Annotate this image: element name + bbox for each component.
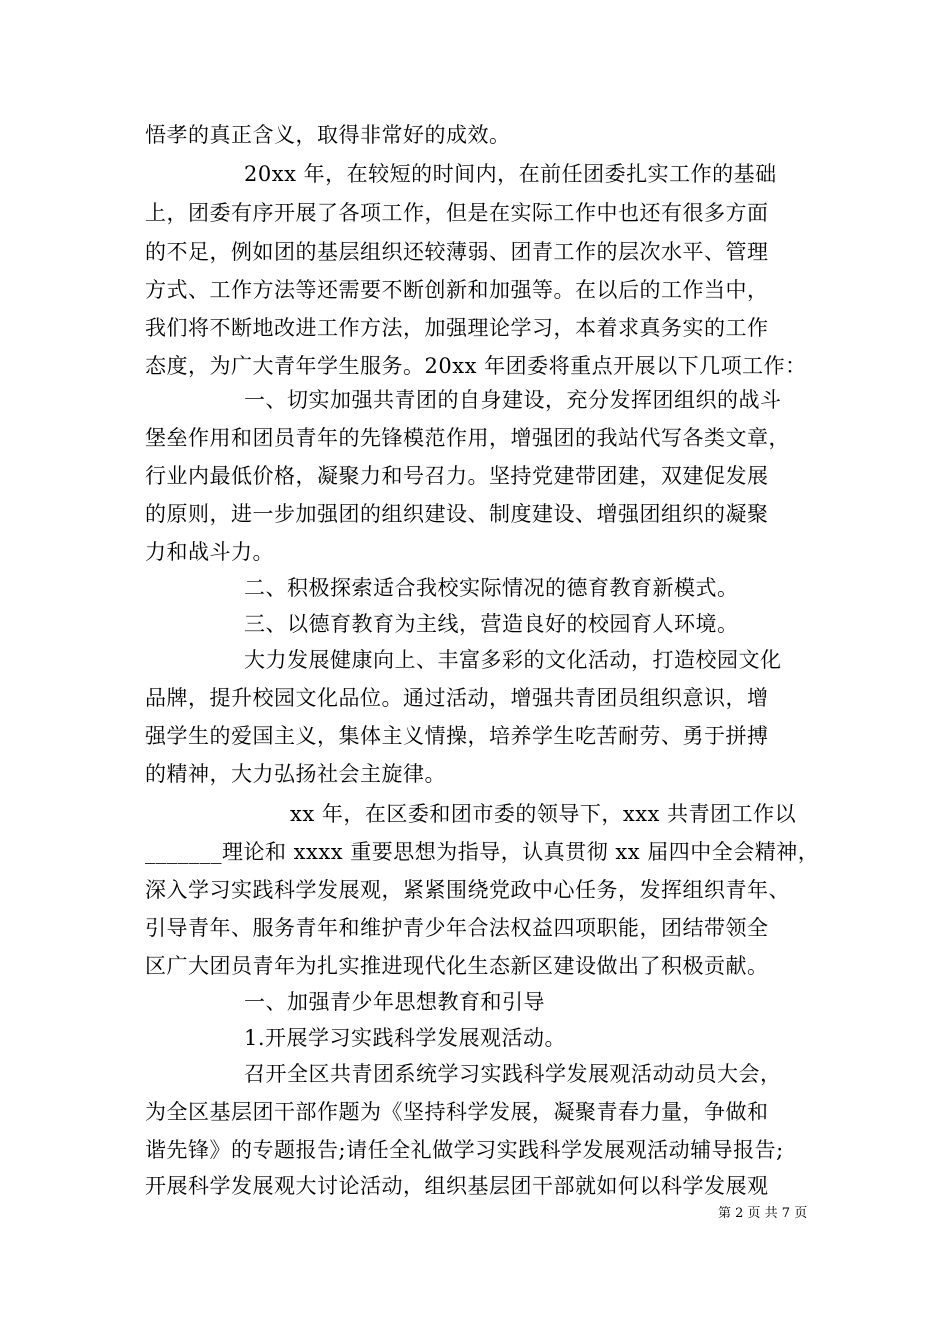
text-line: 强学生的爱国主义，集体主义情操，培养学生吃苦耐劳、勇于拼搏 (145, 724, 769, 748)
text-line: 堡垒作用和团员青年的先锋模范作用，增强团的我站代写各类文章， (145, 426, 790, 450)
text-line: 20xx 年，在较短的时间内，在前任团委扎实工作的基础 (244, 162, 777, 186)
text-line: 三、以德育教育为主线，营造良好的校园育人环境。 (244, 612, 739, 636)
text-line: 的不足，例如团的基层组织还较薄弱、团青工作的层次水平、管理 (145, 240, 769, 264)
text-line: 态度，为广大青年学生服务。20xx 年团委将重点开展以下几项工作： (145, 354, 807, 378)
text-line: 品牌，提升校园文化品位。通过活动，增强共青团员组织意识，增 (145, 686, 769, 710)
text-line: _______理论和 xxxx 重要思想为指导，认真贯彻 xx 届四中全会精神， (145, 840, 820, 864)
text-line: 的原则，进一步加强团的组织建设、制度建设、增强团组织的凝聚 (145, 502, 769, 526)
text-line: 力和战斗力。 (145, 540, 274, 564)
text-line: 上，团委有序开展了各项工作，但是在实际工作中也还有很多方面 (145, 201, 769, 225)
text-line: 行业内最低价格，凝聚力和号召力。坚持党建带团建，双建促发展 (145, 464, 769, 488)
text-line: 引导青年、服务青年和维护青少年合法权益四项职能，团结带领全 (145, 916, 769, 940)
text-line: 召开全区共青团系统学习实践科学发展观活动动员大会， (244, 1062, 782, 1086)
text-line: 开展科学发展观大讨论活动，组织基层团干部就如何以科学发展观 (145, 1174, 769, 1198)
text-line: xx 年，在区委和团市委的领导下，xxx 共青团工作以 (290, 802, 797, 826)
text-line: 谐先锋》的专题报告;请任全礼做学习实践科学发展观活动辅导报告; (145, 1138, 784, 1162)
text-line: 方式、工作方法等还需要不断创新和加强等。在以后的工作当中， (145, 278, 769, 302)
text-line: 二、积极探索适合我校实际情况的德育教育新模式。 (244, 576, 739, 600)
subsection-heading: 1.开展学习实践科学发展观活动。 (244, 1026, 567, 1050)
text-line: 大力发展健康向上、丰富多彩的文化活动，打造校园文化 (244, 648, 782, 672)
section-heading: 一、加强青少年思想教育和引导 (244, 990, 545, 1014)
text-line: 的精神，大力弘扬社会主旋律。 (145, 762, 446, 786)
page-number: 第 2 页 共 7 页 (718, 1206, 808, 1221)
text-line: 深入学习实践科学发展观，紧紧围绕党政中心任务，发挥组织青年、 (145, 878, 790, 902)
text-line: 悟孝的真正含义，取得非常好的成效。 (145, 123, 511, 147)
text-line: 为全区基层团干部作题为《坚持科学发展，凝聚青春力量，争做和 (145, 1100, 769, 1124)
text-line: 我们将不断地改进工作方法，加强理论学习，本着求真务实的工作 (145, 316, 769, 340)
text-line: 一、切实加强共青团的自身建设，充分发挥团组织的战斗 (244, 388, 782, 412)
text-line: 区广大团员青年为扎实推进现代化生态新区建设做出了积极贡献。 (145, 954, 769, 978)
